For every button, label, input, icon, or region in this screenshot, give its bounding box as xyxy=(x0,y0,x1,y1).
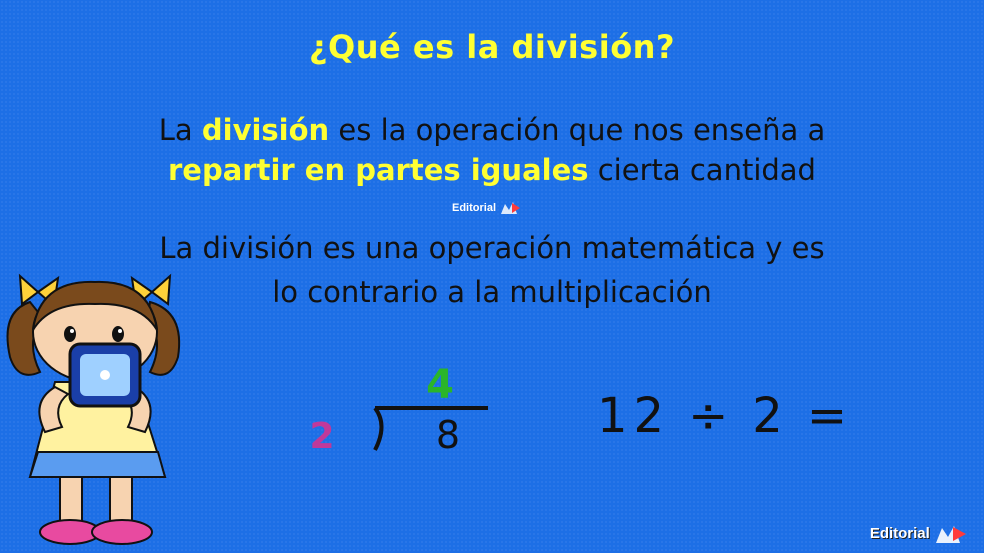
equation-divisor: 2 xyxy=(752,388,789,444)
watermark-center xyxy=(452,200,521,216)
equation-equals-sign: = xyxy=(806,388,854,444)
definition-highlight-division: división xyxy=(201,113,330,147)
division-quotient: 4 xyxy=(426,362,454,408)
girl-with-tablet-illustration xyxy=(0,262,200,553)
definition-text-3: cierta cantidad xyxy=(588,153,816,187)
definition-text-1: La xyxy=(158,113,202,147)
definition-highlight-repartir: repartir en partes iguales xyxy=(168,153,589,187)
equation-dividend: 12 xyxy=(597,388,671,444)
division-divisor: 2 xyxy=(309,416,335,457)
watermark-corner xyxy=(870,523,968,545)
equation-divide-sign: ÷ xyxy=(688,388,735,444)
explanation-line-1: La división es una operación matemática y es xyxy=(159,231,825,265)
definition-text-2: es la operación que nos enseña a xyxy=(329,113,826,147)
definition-paragraph xyxy=(0,110,984,190)
explanation-line-2: lo contrario a la multiplicación xyxy=(272,275,712,309)
watermark-corner-text: Editorial xyxy=(869,524,930,542)
long-division-diagram xyxy=(300,360,500,460)
division-equation xyxy=(597,388,871,444)
watermark-text: Editorial xyxy=(452,201,497,214)
division-dividend: 8 xyxy=(435,413,461,457)
slide-title: ¿Qué es la división? xyxy=(308,28,676,66)
editorial-md-corner-logo-icon xyxy=(934,523,968,545)
editorial-md-logo-icon xyxy=(499,200,521,216)
